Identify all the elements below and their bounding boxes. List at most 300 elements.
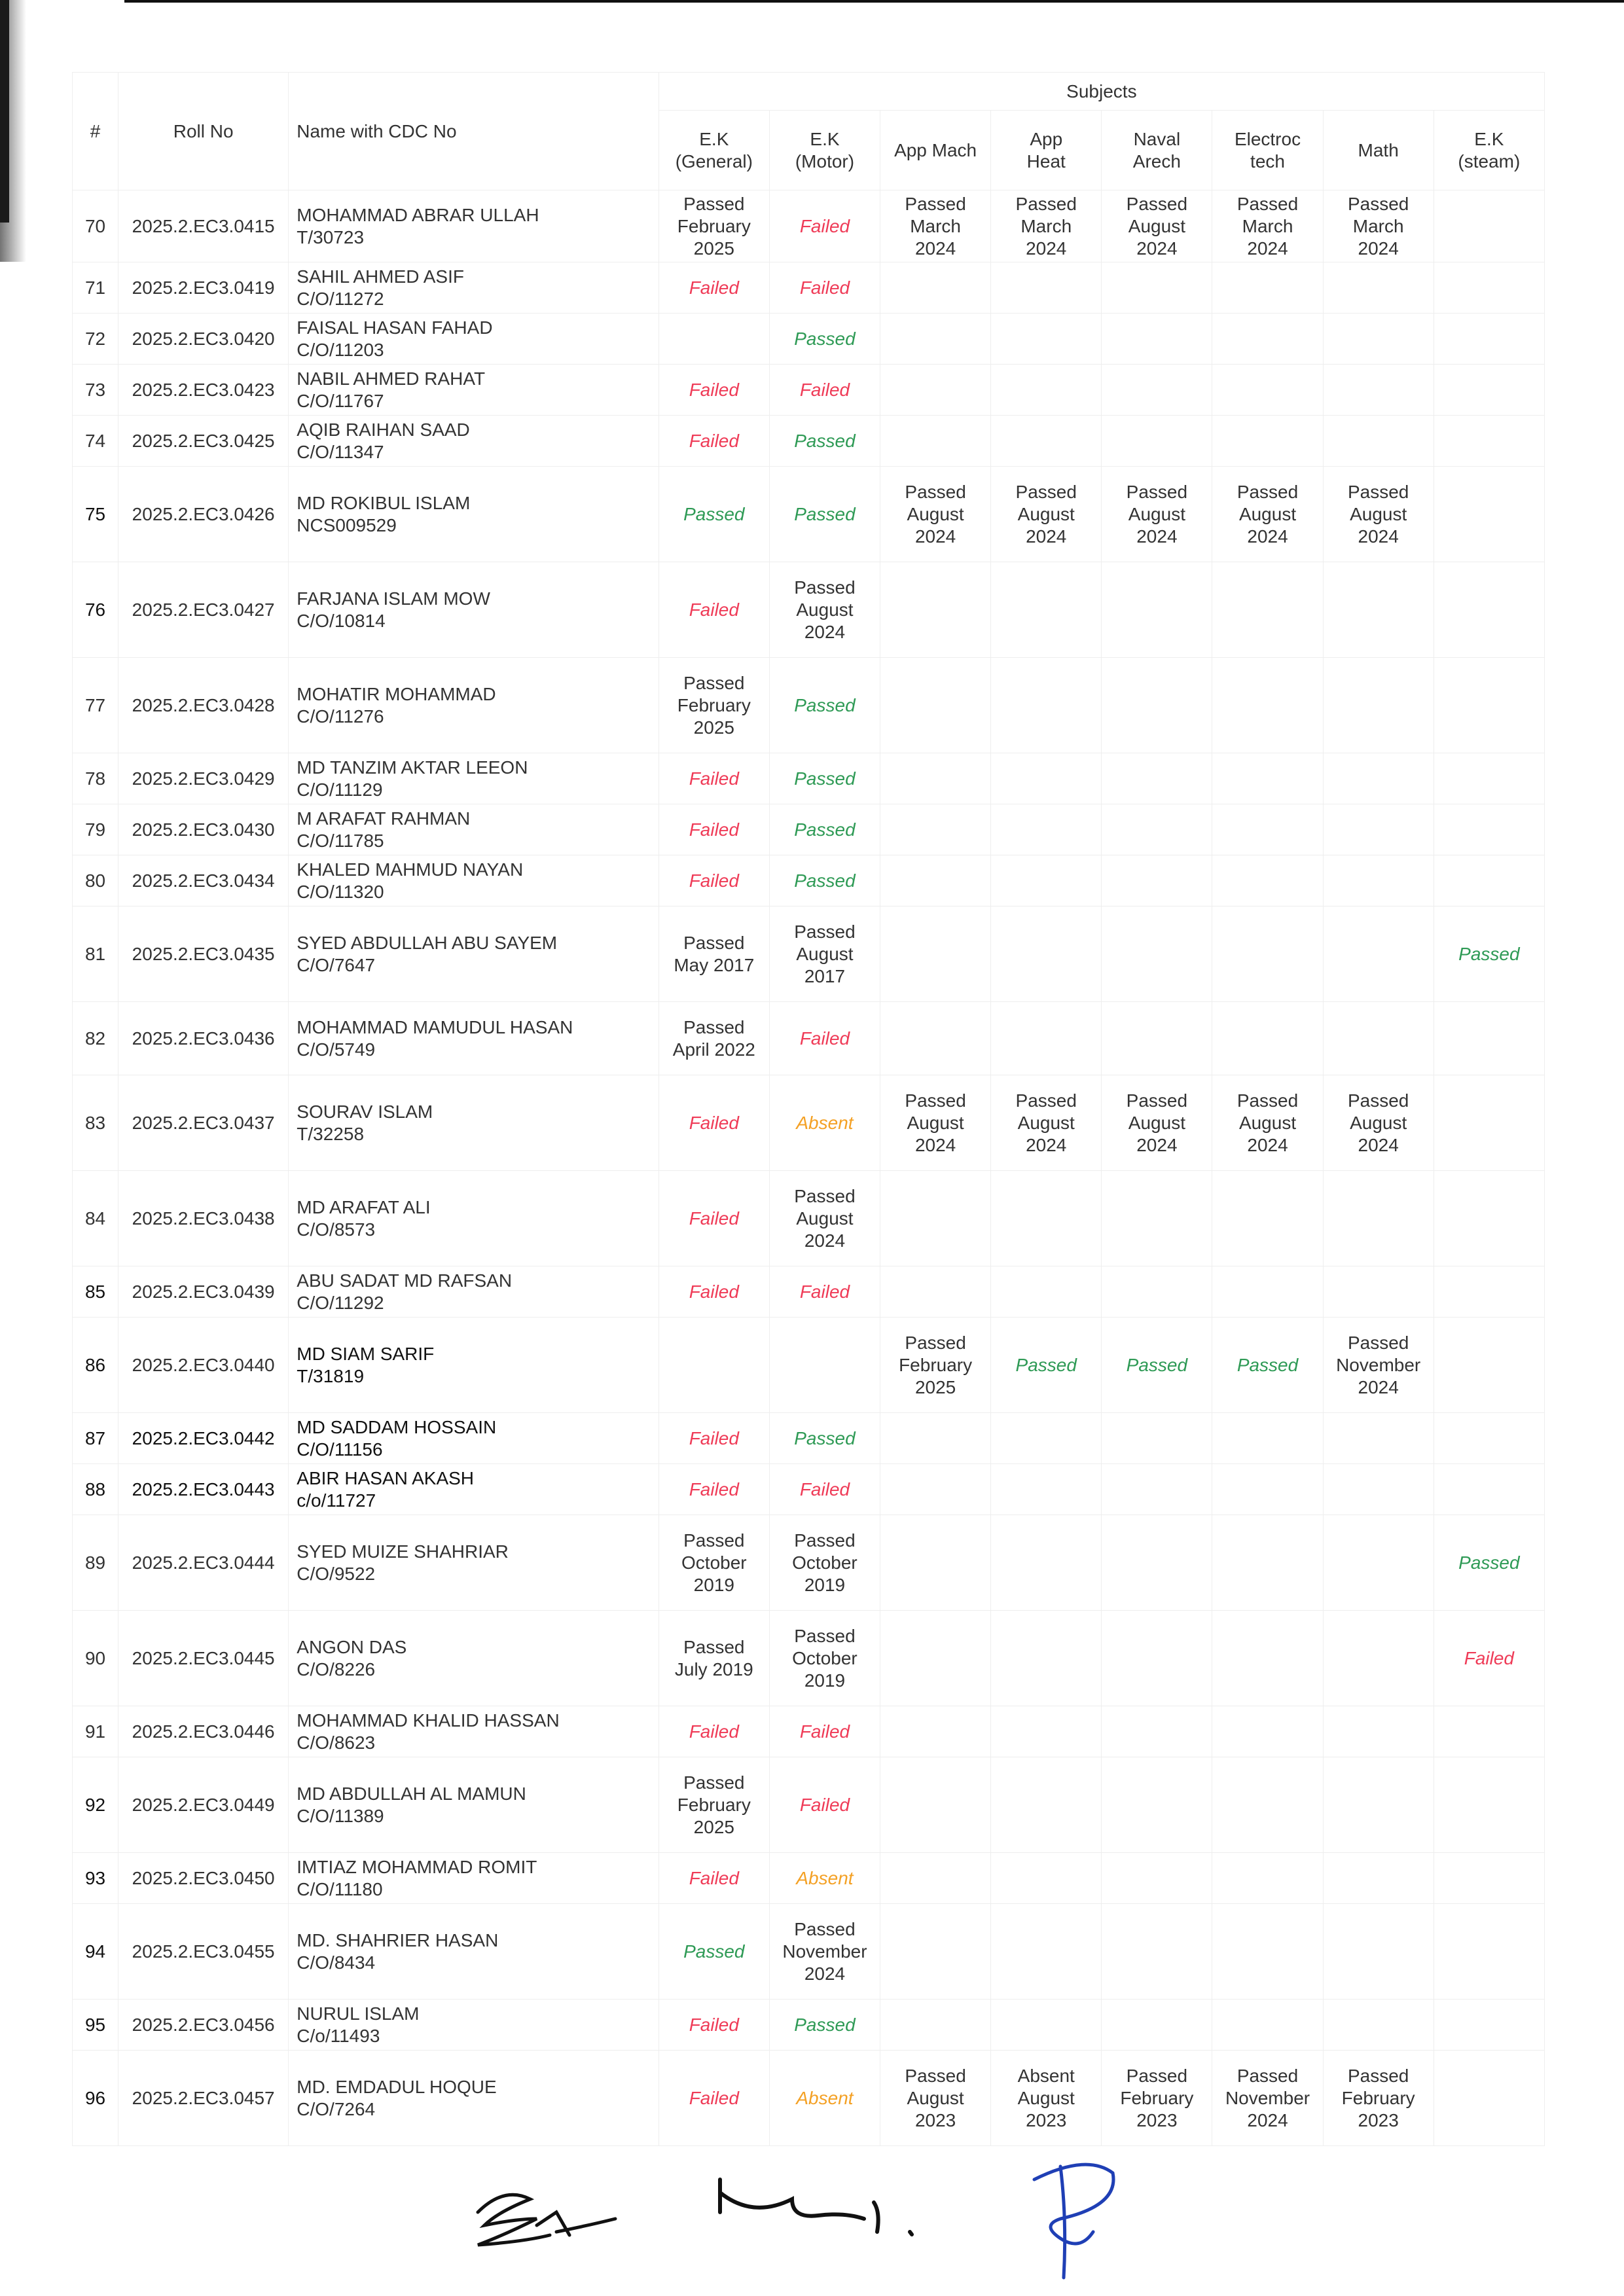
result-status: Absent — [769, 1075, 880, 1171]
roll-no: 2025.2.EC3.0446 — [118, 1706, 289, 1757]
row-index: 93 — [73, 1853, 118, 1904]
student-name-cell — [289, 804, 659, 855]
result-cell-empty — [1212, 1515, 1323, 1611]
result-cell-empty — [659, 1318, 769, 1413]
result-cell-empty — [1212, 658, 1323, 753]
result-cell-empty — [1323, 804, 1434, 855]
student-name: MOHATIR MOHAMMAD — [297, 683, 496, 704]
student-name: MD. EMDADUL HOQUE — [297, 2076, 497, 2097]
result-cell-empty — [1102, 1706, 1212, 1757]
result-line: Passed — [794, 921, 856, 942]
result-cell-empty — [880, 314, 991, 365]
result-cell-dated — [659, 1611, 769, 1706]
result-line: Passed — [1126, 193, 1188, 214]
result-line: October — [792, 1647, 857, 1668]
result-cell-dated — [1102, 190, 1212, 262]
result-cell-empty — [991, 2000, 1102, 2051]
result-cell-empty — [1323, 1266, 1434, 1318]
result-cell-empty — [880, 906, 991, 1002]
result-status: Passed — [769, 658, 880, 753]
result-cell-empty — [1323, 314, 1434, 365]
result-cell-empty — [1434, 804, 1544, 855]
table-row — [73, 190, 1545, 262]
result-status: Failed — [659, 1706, 769, 1757]
header-subject-line: (steam) — [1458, 151, 1521, 171]
row-index: 83 — [73, 1075, 118, 1171]
result-cell-dated — [1102, 467, 1212, 562]
result-cell-empty — [1102, 1611, 1212, 1706]
row-index: 89 — [73, 1515, 118, 1611]
header-subject — [880, 111, 991, 190]
header-subject-line: Electroc — [1234, 128, 1301, 149]
student-name: M ARAFAT RAHMAN — [297, 808, 471, 829]
roll-no: 2025.2.EC3.0436 — [118, 1002, 289, 1075]
result-cell-empty — [1323, 416, 1434, 467]
row-index: 81 — [73, 906, 118, 1002]
result-cell-empty — [659, 314, 769, 365]
result-cell-empty — [1212, 1002, 1323, 1075]
result-line: Passed — [905, 1090, 966, 1111]
result-line: March — [910, 215, 961, 236]
row-index: 77 — [73, 658, 118, 753]
result-cell-empty — [880, 1706, 991, 1757]
row-index: 82 — [73, 1002, 118, 1075]
result-line: Passed — [794, 577, 856, 598]
result-cell-empty — [1102, 365, 1212, 416]
student-name-cell — [289, 1904, 659, 2000]
result-line: 2024 — [1358, 526, 1399, 547]
result-line: August — [796, 599, 854, 620]
table-row — [73, 2051, 1545, 2146]
result-line: 2024 — [1026, 238, 1067, 259]
student-name-cell — [289, 1757, 659, 1853]
table-row — [73, 467, 1545, 562]
result-cell-empty — [880, 1413, 991, 1464]
result-cell-empty — [1323, 1904, 1434, 2000]
result-line: February — [1120, 2087, 1194, 2108]
result-line: February — [677, 694, 751, 715]
result-cell-dated — [880, 467, 991, 562]
student-name: MD. SHAHRIER HASAN — [297, 1929, 499, 1950]
result-cell-dated — [1323, 2051, 1434, 2146]
table-row — [73, 1757, 1545, 1853]
student-name-cell — [289, 416, 659, 467]
result-cell-empty — [1323, 1757, 1434, 1853]
result-status: Passed — [769, 1413, 880, 1464]
result-cell-empty — [1102, 1853, 1212, 1904]
cdc-no: C/O/8623 — [297, 1732, 376, 1753]
result-cell-empty — [880, 1515, 991, 1611]
table-row — [73, 1075, 1545, 1171]
result-cell-empty — [1102, 1515, 1212, 1611]
roll-no: 2025.2.EC3.0442 — [118, 1413, 289, 1464]
row-index: 86 — [73, 1318, 118, 1413]
result-line: November — [782, 1941, 867, 1962]
signature-2 — [713, 2166, 936, 2251]
roll-no: 2025.2.EC3.0434 — [118, 855, 289, 906]
result-cell-dated — [1212, 1075, 1323, 1171]
result-line: Passed — [794, 1918, 856, 1939]
result-cell-dated — [880, 190, 991, 262]
result-cell-dated — [880, 2051, 991, 2146]
result-cell-empty — [1102, 416, 1212, 467]
header-subject-line: App — [1030, 128, 1063, 149]
result-cell-dated — [659, 1757, 769, 1853]
result-line: Passed — [683, 1530, 745, 1551]
result-cell-empty — [991, 262, 1102, 314]
result-line: 2025 — [693, 1816, 734, 1837]
result-cell-dated — [659, 190, 769, 262]
student-name-cell — [289, 262, 659, 314]
result-line: Passed — [905, 481, 966, 502]
result-cell-empty — [1434, 562, 1544, 658]
cdc-no: c/o/11727 — [297, 1490, 376, 1511]
student-name-cell — [289, 1075, 659, 1171]
row-index: 94 — [73, 1904, 118, 2000]
header-subjects: Subjects — [659, 73, 1544, 111]
result-status: Absent — [769, 1853, 880, 1904]
result-status: Failed — [659, 1075, 769, 1171]
result-cell-empty — [1102, 658, 1212, 753]
student-name: AQIB RAIHAN SAAD — [297, 419, 470, 440]
result-cell-empty — [1102, 1464, 1212, 1515]
result-line: Passed — [1126, 481, 1188, 502]
result-line: 2024 — [1026, 1134, 1067, 1155]
result-cell-empty — [1212, 1171, 1323, 1266]
result-cell-empty — [1434, 1075, 1544, 1171]
result-cell-empty — [1323, 658, 1434, 753]
cdc-no: T/32258 — [297, 1123, 365, 1144]
result-line: August — [907, 503, 964, 524]
result-cell-dated — [991, 190, 1102, 262]
cdc-no: C/O/8434 — [297, 1952, 376, 1973]
header-subject — [659, 111, 769, 190]
result-line: 2024 — [914, 238, 956, 259]
result-line: April 2022 — [672, 1039, 755, 1060]
result-line: August — [907, 2087, 964, 2108]
result-cell-dated — [880, 1318, 991, 1413]
cdc-no: C/O/11785 — [297, 830, 384, 851]
result-status: Failed — [659, 855, 769, 906]
result-status: Passed — [659, 1904, 769, 2000]
result-status: Failed — [769, 1464, 880, 1515]
result-line: August — [1128, 1112, 1185, 1133]
row-index: 79 — [73, 804, 118, 855]
student-name-cell — [289, 467, 659, 562]
result-line: Passed — [1236, 2065, 1299, 2086]
result-cell-empty — [1434, 467, 1544, 562]
result-cell-empty — [1323, 1002, 1434, 1075]
roll-no: 2025.2.EC3.0456 — [118, 2000, 289, 2051]
results-table — [72, 72, 1545, 2146]
result-line: 2025 — [693, 238, 734, 259]
result-line: August — [796, 1208, 854, 1229]
result-cell-empty — [1323, 2000, 1434, 2051]
cdc-no: C/O/11203 — [297, 339, 384, 360]
header-subject-line: tech — [1250, 151, 1285, 171]
result-line: 2019 — [693, 1574, 734, 1595]
roll-no: 2025.2.EC3.0449 — [118, 1757, 289, 1853]
student-name-cell — [289, 190, 659, 262]
table-row — [73, 855, 1545, 906]
table-row — [73, 753, 1545, 804]
result-cell-empty — [1434, 1002, 1544, 1075]
result-line: 2024 — [1358, 1134, 1399, 1155]
result-status: Failed — [769, 1002, 880, 1075]
result-status: Failed — [659, 416, 769, 467]
cdc-no: C/O/8573 — [297, 1219, 376, 1240]
result-line: Passed — [1347, 2065, 1409, 2086]
result-line: 2024 — [1247, 526, 1288, 547]
result-cell-dated — [769, 1171, 880, 1266]
header-subject-line: E.K — [810, 128, 840, 149]
result-line: July 2019 — [674, 1659, 753, 1679]
header-subject-line: E.K — [699, 128, 729, 149]
result-line: Passed — [1126, 2065, 1188, 2086]
table-row — [73, 2000, 1545, 2051]
table-row — [73, 314, 1545, 365]
result-line: 2025 — [914, 1376, 956, 1397]
student-name-cell — [289, 1266, 659, 1318]
result-status: Passed — [1212, 1318, 1323, 1413]
result-line: Passed — [1015, 1090, 1077, 1111]
roll-no: 2025.2.EC3.0450 — [118, 1853, 289, 1904]
row-index: 70 — [73, 190, 118, 262]
result-line: Passed — [1236, 193, 1299, 214]
result-line: 2024 — [804, 621, 846, 642]
result-line: 2023 — [1358, 2109, 1399, 2130]
student-name-cell — [289, 1706, 659, 1757]
result-cell-dated — [659, 1002, 769, 1075]
student-name-cell — [289, 562, 659, 658]
result-cell-empty — [880, 1757, 991, 1853]
result-cell-empty — [1212, 1413, 1323, 1464]
table-row — [73, 906, 1545, 1002]
row-index: 84 — [73, 1171, 118, 1266]
result-cell-empty — [1434, 658, 1544, 753]
result-line: 2024 — [914, 526, 956, 547]
student-name: MD SIAM SARIF — [297, 1343, 435, 1364]
table-row — [73, 1413, 1545, 1464]
result-cell-empty — [991, 804, 1102, 855]
result-line: Passed — [683, 1016, 745, 1037]
student-name: MD ABDULLAH AL MAMUN — [297, 1783, 526, 1804]
result-cell-empty — [1102, 1904, 1212, 2000]
result-line: Passed — [794, 1185, 856, 1206]
result-cell-dated — [1102, 1075, 1212, 1171]
result-cell-dated — [769, 1515, 880, 1611]
result-cell-empty — [1434, 190, 1544, 262]
student-name: ANGON DAS — [297, 1636, 407, 1657]
result-status: Failed — [659, 562, 769, 658]
student-name: FARJANA ISLAM MOW — [297, 588, 490, 609]
roll-no: 2025.2.EC3.0426 — [118, 467, 289, 562]
result-line: 2017 — [804, 965, 846, 986]
header-subject-line: App Mach — [894, 139, 977, 160]
table-row — [73, 804, 1545, 855]
result-cell-empty — [1212, 262, 1323, 314]
student-name-cell — [289, 753, 659, 804]
row-index: 92 — [73, 1757, 118, 1853]
row-index: 90 — [73, 1611, 118, 1706]
result-cell-empty — [991, 1171, 1102, 1266]
result-cell-empty — [1434, 1464, 1544, 1515]
result-line: Passed — [683, 193, 745, 214]
result-cell-empty — [1212, 1706, 1323, 1757]
row-index: 87 — [73, 1413, 118, 1464]
roll-no: 2025.2.EC3.0443 — [118, 1464, 289, 1515]
header-subject-line: (General) — [675, 151, 753, 171]
row-index: 74 — [73, 416, 118, 467]
result-line: Passed — [1347, 1090, 1409, 1111]
result-cell-empty — [1323, 1853, 1434, 1904]
result-cell-empty — [1102, 562, 1212, 658]
result-line: August — [1128, 215, 1185, 236]
result-cell-empty — [880, 2000, 991, 2051]
result-line: February — [1341, 2087, 1415, 2108]
header-subject-line: (Motor) — [795, 151, 855, 171]
result-status: Failed — [769, 190, 880, 262]
table-row — [73, 1464, 1545, 1515]
cdc-no: C/O/11276 — [297, 706, 384, 726]
student-name: MOHAMMAD KHALID HASSAN — [297, 1710, 560, 1731]
cdc-no: C/o/11493 — [297, 2025, 380, 2046]
result-cell-empty — [1102, 314, 1212, 365]
result-line: October — [792, 1552, 857, 1573]
header-subject — [1212, 111, 1323, 190]
result-line: Passed — [1236, 1090, 1299, 1111]
result-cell-empty — [1212, 2000, 1323, 2051]
result-line: Passed — [1347, 193, 1409, 214]
result-line: 2024 — [1247, 1134, 1288, 1155]
cdc-no: C/O/11347 — [297, 441, 384, 462]
result-status: Failed — [659, 1853, 769, 1904]
result-cell-empty — [1434, 1413, 1544, 1464]
result-cell-empty — [1434, 1266, 1544, 1318]
result-status: Passed — [991, 1318, 1102, 1413]
student-name: NABIL AHMED RAHAT — [297, 368, 486, 389]
result-cell-empty — [1434, 1757, 1544, 1853]
result-line: March — [1020, 215, 1072, 236]
result-line: November — [1225, 2087, 1310, 2108]
result-cell-empty — [1323, 753, 1434, 804]
student-name: SAHIL AHMED ASIF — [297, 266, 464, 287]
result-line: March — [1242, 215, 1293, 236]
result-status: Failed — [659, 365, 769, 416]
student-name-cell — [289, 855, 659, 906]
result-cell-dated — [769, 906, 880, 1002]
result-cell-empty — [1102, 1171, 1212, 1266]
result-line: 2024 — [1136, 526, 1178, 547]
header-subject-line: Naval — [1133, 128, 1181, 149]
roll-no: 2025.2.EC3.0435 — [118, 906, 289, 1002]
student-name: ABIR HASAN AKASH — [297, 1467, 475, 1488]
result-cell-empty — [1212, 314, 1323, 365]
result-line: 2023 — [1026, 2109, 1067, 2130]
student-name: MD TANZIM AKTAR LEEON — [297, 757, 528, 778]
result-cell-dated — [991, 2051, 1102, 2146]
cdc-no: NCS009529 — [297, 514, 397, 535]
result-cell-empty — [1434, 1318, 1544, 1413]
header-index: # — [73, 73, 118, 190]
student-name-cell — [289, 1171, 659, 1266]
result-cell-empty — [1212, 906, 1323, 1002]
student-name-cell — [289, 658, 659, 753]
cdc-no: C/O/10814 — [297, 610, 386, 631]
result-line: August — [1017, 503, 1075, 524]
signature-3 — [1021, 2153, 1132, 2284]
result-cell-empty — [991, 1904, 1102, 2000]
result-cell-empty — [880, 365, 991, 416]
result-line: May 2017 — [674, 954, 755, 975]
student-name: MD ARAFAT ALI — [297, 1196, 431, 1217]
result-line: Passed — [683, 1636, 745, 1657]
result-cell-empty — [1212, 855, 1323, 906]
student-name: MD ROKIBUL ISLAM — [297, 492, 471, 513]
table-row — [73, 416, 1545, 467]
result-line: August — [1017, 2087, 1075, 2108]
table-row — [73, 562, 1545, 658]
cdc-no: C/O/7647 — [297, 954, 376, 975]
roll-no: 2025.2.EC3.0438 — [118, 1171, 289, 1266]
result-cell-dated — [880, 1075, 991, 1171]
result-cell-empty — [1323, 1171, 1434, 1266]
result-line: Passed — [905, 193, 966, 214]
result-line: February — [899, 1354, 973, 1375]
result-cell-empty — [880, 1853, 991, 1904]
header-subject-line: Math — [1358, 139, 1399, 160]
result-cell-empty — [1102, 1413, 1212, 1464]
page-top-border — [124, 0, 1624, 3]
result-cell-empty — [1434, 753, 1544, 804]
cdc-no: T/30723 — [297, 226, 365, 247]
row-index: 85 — [73, 1266, 118, 1318]
result-line: Passed — [794, 1530, 856, 1551]
result-cell-empty — [991, 753, 1102, 804]
result-status: Passed — [769, 855, 880, 906]
result-cell-empty — [1434, 262, 1544, 314]
cdc-no: C/O/9522 — [297, 1563, 376, 1584]
cdc-no: C/O/11320 — [297, 881, 384, 902]
result-status: Failed — [769, 1706, 880, 1757]
result-cell-empty — [880, 1002, 991, 1075]
table-row — [73, 1318, 1545, 1413]
result-cell-empty — [1212, 365, 1323, 416]
result-cell-empty — [991, 1464, 1102, 1515]
row-index: 91 — [73, 1706, 118, 1757]
table-row — [73, 1171, 1545, 1266]
result-cell-dated — [1212, 467, 1323, 562]
row-index: 75 — [73, 467, 118, 562]
table-row — [73, 1706, 1545, 1757]
roll-no: 2025.2.EC3.0425 — [118, 416, 289, 467]
result-cell-empty — [1434, 365, 1544, 416]
result-cell-dated — [769, 1904, 880, 2000]
result-cell-empty — [1323, 906, 1434, 1002]
row-index: 80 — [73, 855, 118, 906]
table-row — [73, 1904, 1545, 2000]
result-line: Passed — [794, 1625, 856, 1646]
cdc-no: C/O/7264 — [297, 2098, 376, 2119]
row-index: 78 — [73, 753, 118, 804]
result-cell-empty — [1323, 1611, 1434, 1706]
result-line: 2024 — [1247, 2109, 1288, 2130]
result-line: 2019 — [804, 1670, 846, 1691]
result-line: November — [1336, 1354, 1421, 1375]
result-cell-empty — [880, 1266, 991, 1318]
result-cell-empty — [880, 1171, 991, 1266]
result-cell-empty — [1434, 314, 1544, 365]
